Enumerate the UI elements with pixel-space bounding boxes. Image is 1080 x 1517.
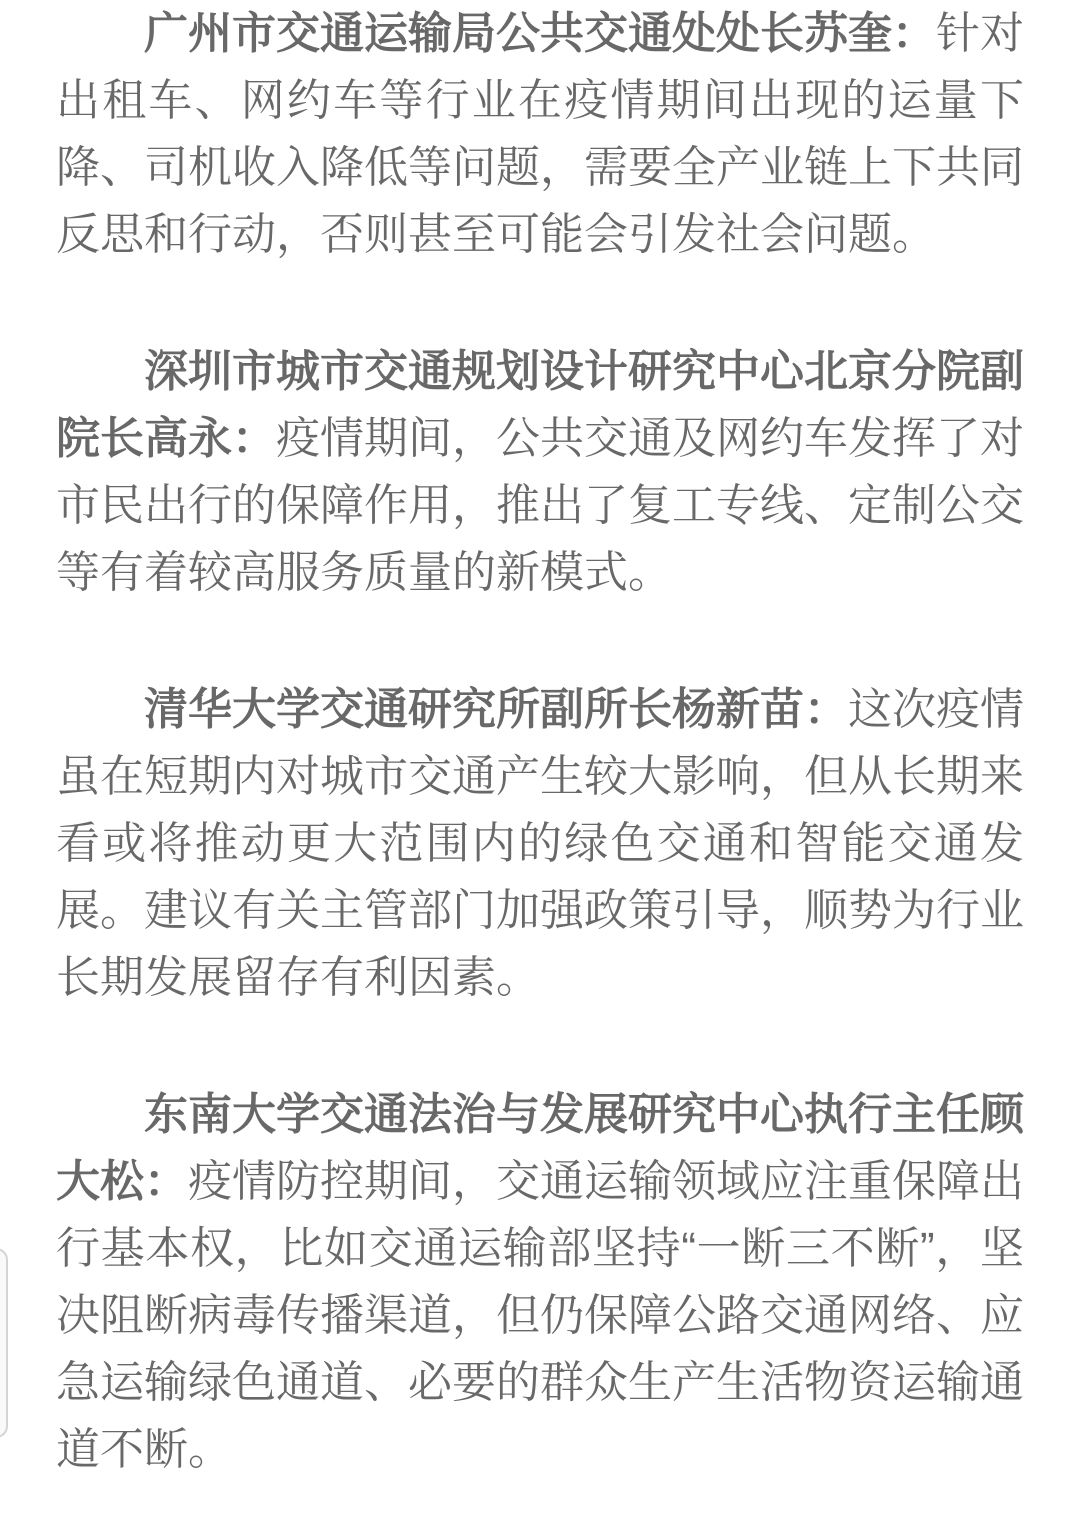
paragraph-text: 针对出租车、网约车等行业在疫情期间出现的运量下降、司机收入降低等问题，需要全产业链上下共同反思和行动，否则甚至可能会引发社会问题。	[56, 9, 1024, 259]
paragraph	[56, 1081, 1024, 1483]
paragraph-text: 这次疫情虽在短期内对城市交通产生较大影响，但从长期来看或将推动更大范围内的绿色交通和智能交通发展。建议有关主管部门加强政策引导，顺势为行业长期发展留存有利因素。	[56, 685, 1024, 1002]
speaker-name: 东南大学交通法治与发展研究中心执行主任顾大松：	[56, 1090, 1024, 1206]
speaker-name: 广州市交通运输局公共交通处处长苏奎：	[144, 9, 936, 58]
paragraph	[56, 676, 1024, 1011]
paragraph	[56, 338, 1024, 606]
paragraph-text: 疫情防控期间，交通运输领域应注重保障出行基本权，比如交通运输部坚持“一断三不断”，坚决阻断病毒传播渠道，但仍保障公路交通网络、应急运输绿色通道、必要的群众生产生活物资运输通道不断。	[56, 1157, 1024, 1474]
speaker-name: 清华大学交通研究所副所长杨新苗：	[144, 685, 848, 734]
paragraph-text: 疫情期间，公共交通及网约车发挥了对市民出行的保障作用，推出了复工专线、定制公交等有着较高服务质量的新模式。	[56, 414, 1024, 597]
side-float-handle[interactable]	[0, 1248, 8, 1438]
paragraph	[56, 0, 1024, 268]
speaker-name: 深圳市城市交通规划设计研究中心北京分院副院长高永：	[56, 347, 1024, 463]
